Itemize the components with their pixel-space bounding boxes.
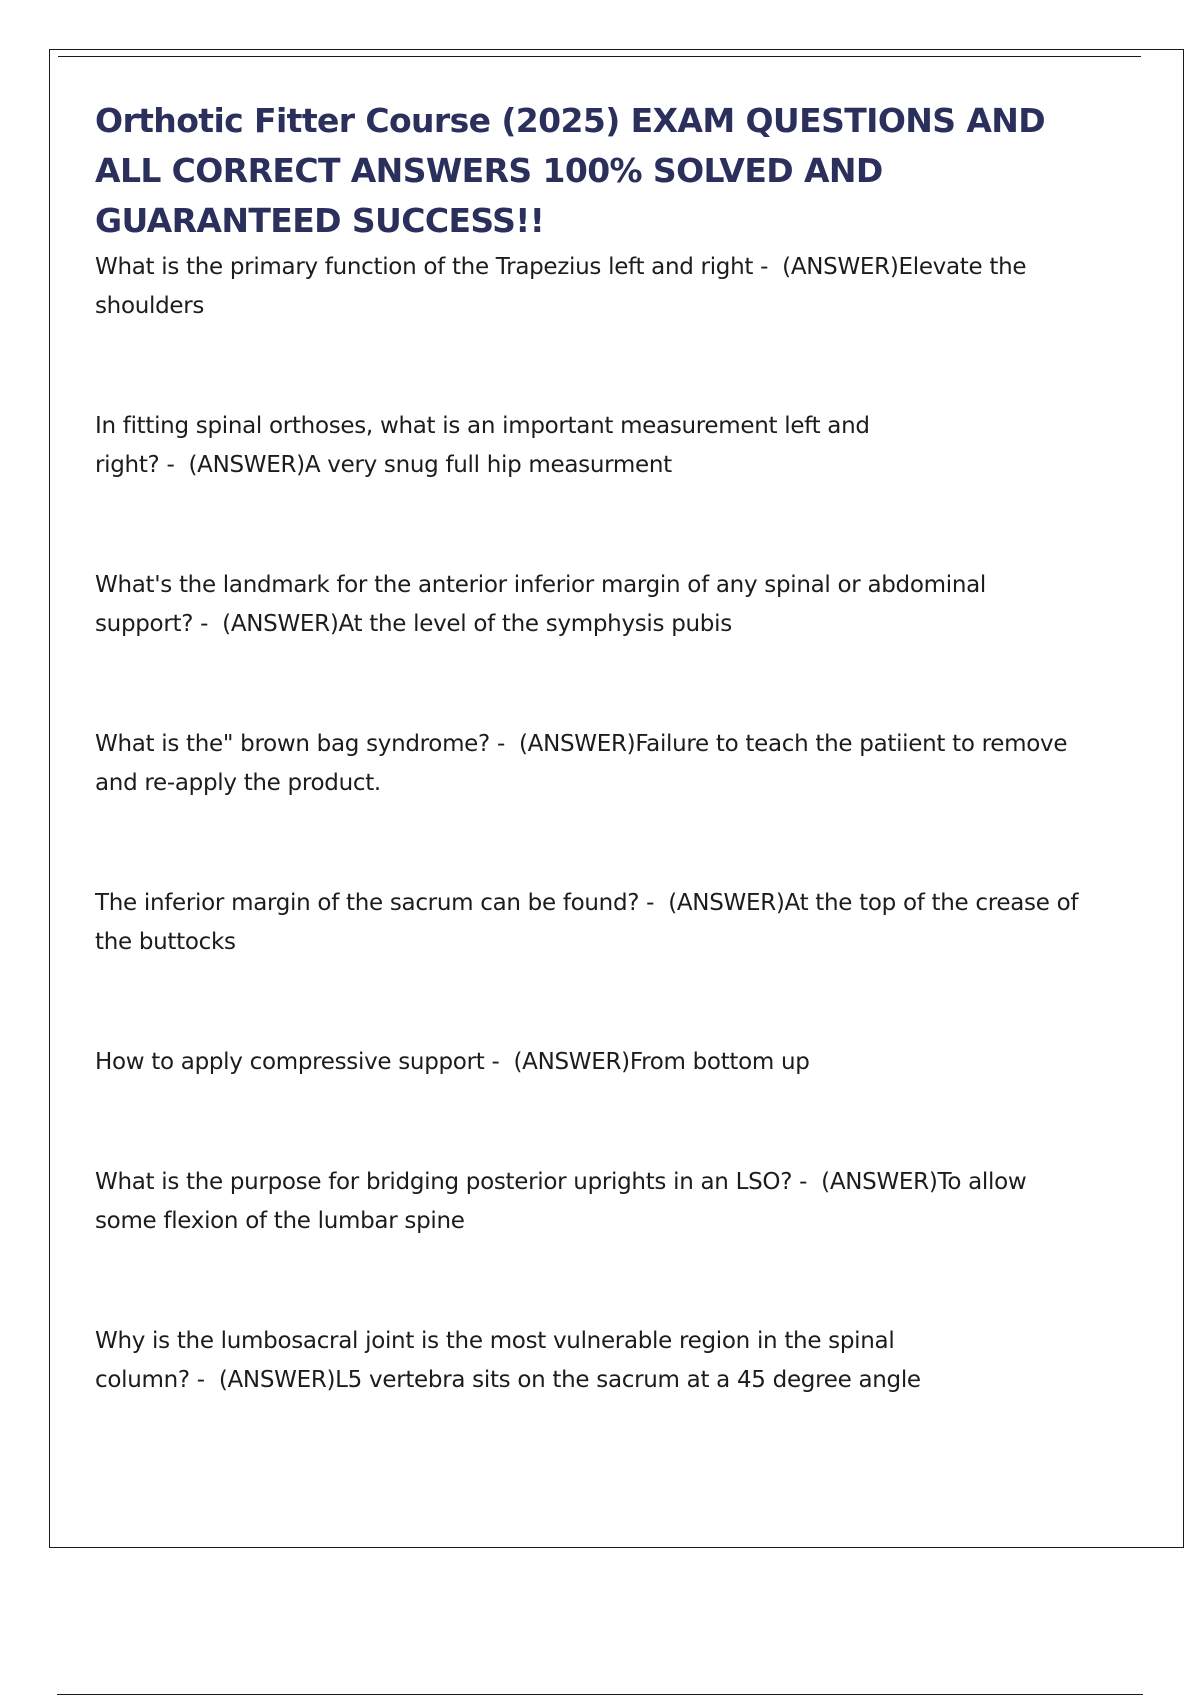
answer-text: (ANSWER)L5 vertebra sits on the sacrum at a 45 degree angle (218, 1367, 921, 1393)
question-text: How to apply compressive support - (95, 1049, 514, 1075)
qa-item (95, 1322, 1085, 1481)
answer-text: (ANSWER)Elevate the shoulders (95, 254, 1027, 319)
question-text: What is the" brown bag syndrome? - (95, 731, 519, 757)
qa-item (95, 248, 1085, 407)
answer-text: (ANSWER)A very snug full hip measurment (188, 452, 672, 478)
qa-item (95, 407, 1085, 566)
answer-text: (ANSWER)At the level of the symphysis pubis (222, 611, 732, 637)
question-text: What's the landmark for the anterior inferior margin of any spinal or abdominal support? - (95, 572, 986, 637)
answer-text: (ANSWER)At the top of the crease of the buttocks (95, 890, 1079, 955)
answer-text: (ANSWER)To allow some flexion of the lumbar spine (95, 1169, 1027, 1234)
qa-item (95, 725, 1085, 884)
document-content (95, 96, 1085, 1481)
qa-item (95, 1043, 1085, 1163)
top-rule (58, 56, 1141, 57)
answer-text: (ANSWER)Failure to teach the patiient to remove and re-apply the product. (95, 731, 1068, 796)
question-text: What is the primary function of the Trapezius left and right - (95, 254, 782, 280)
qa-item (95, 566, 1085, 725)
bottom-rule (57, 1694, 1143, 1695)
answer-text: (ANSWER)From bottom up (513, 1049, 810, 1075)
document-title: Orthotic Fitter Course (2025) EXAM QUESTIONS AND ALL CORRECT ANSWERS 100% SOLVED AND GUARANTEED SUCCESS!! (95, 101, 1046, 240)
qa-item (95, 884, 1085, 1043)
question-text: The inferior margin of the sacrum can be found? - (95, 890, 668, 916)
qa-item (95, 1163, 1085, 1322)
question-text: In fitting spinal orthoses, what is an important measurement left and right? - (95, 413, 870, 478)
qa-list (95, 248, 1085, 1481)
question-text: Why is the lumbosacral joint is the most vulnerable region in the spinal column? - (95, 1328, 894, 1393)
question-text: What is the purpose for bridging posterior uprights in an LSO? - (95, 1169, 821, 1195)
